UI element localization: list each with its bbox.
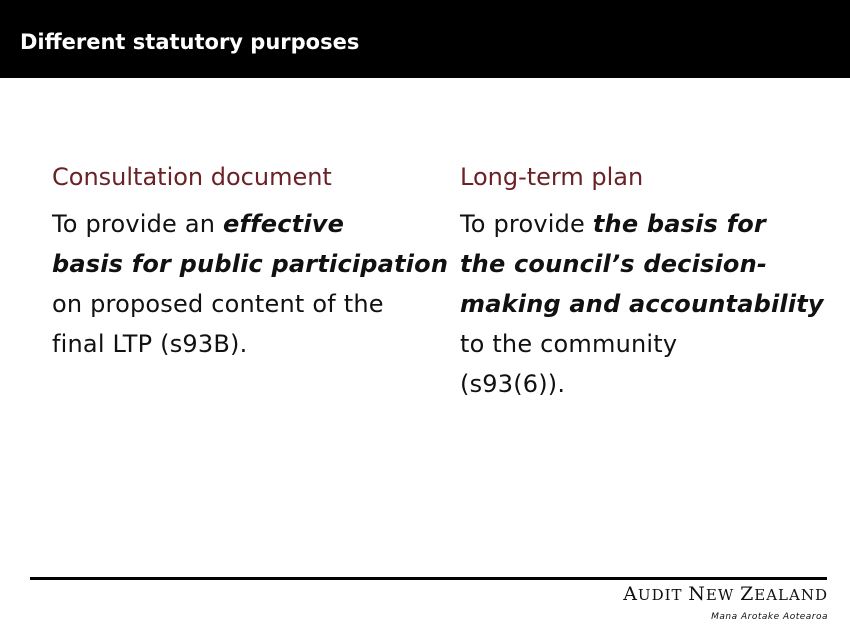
title-bar — [0, 0, 850, 78]
body-line — [460, 244, 830, 284]
body-line — [460, 204, 830, 244]
logo-text: EALAND — [754, 586, 828, 604]
long-term-plan-heading: Long-term plan — [460, 163, 644, 191]
body-text: To provide — [460, 210, 593, 238]
body-line — [52, 244, 449, 284]
audit-new-zealand-logo — [623, 584, 828, 624]
body-line: (s93(6)). — [460, 370, 566, 398]
consultation-document-column — [52, 158, 449, 364]
body-text: To provide an — [52, 210, 223, 238]
logo-wordmark — [623, 584, 828, 605]
body-line: to the community — [460, 330, 678, 358]
consultation-document-body — [52, 204, 449, 364]
logo-text: EW — [705, 586, 741, 604]
long-term-plan-body — [460, 204, 830, 404]
logo-letter: N — [688, 583, 706, 605]
logo-letter: Z — [740, 583, 755, 605]
logo-letter: A — [623, 583, 638, 605]
emphasis-text: effective — [223, 210, 345, 238]
consultation-document-heading: Consultation document — [52, 163, 332, 191]
slide-title: Different statutory purposes — [20, 30, 360, 54]
emphasis-text: the council’s decision- — [460, 250, 768, 278]
emphasis-text: basis for public participation — [52, 250, 449, 278]
logo-text: UDIT — [637, 586, 689, 604]
body-line: final LTP (s93B). — [52, 330, 248, 358]
footer-divider — [30, 577, 827, 580]
body-line: on proposed content of the — [52, 290, 384, 318]
emphasis-text: the basis for — [592, 210, 766, 238]
long-term-plan-column — [460, 158, 830, 404]
emphasis-text: making and accountability — [460, 290, 824, 318]
logo-subtitle: Mana Arotake Aotearoa — [711, 612, 828, 622]
body-line — [460, 284, 830, 324]
body-line — [52, 204, 422, 244]
